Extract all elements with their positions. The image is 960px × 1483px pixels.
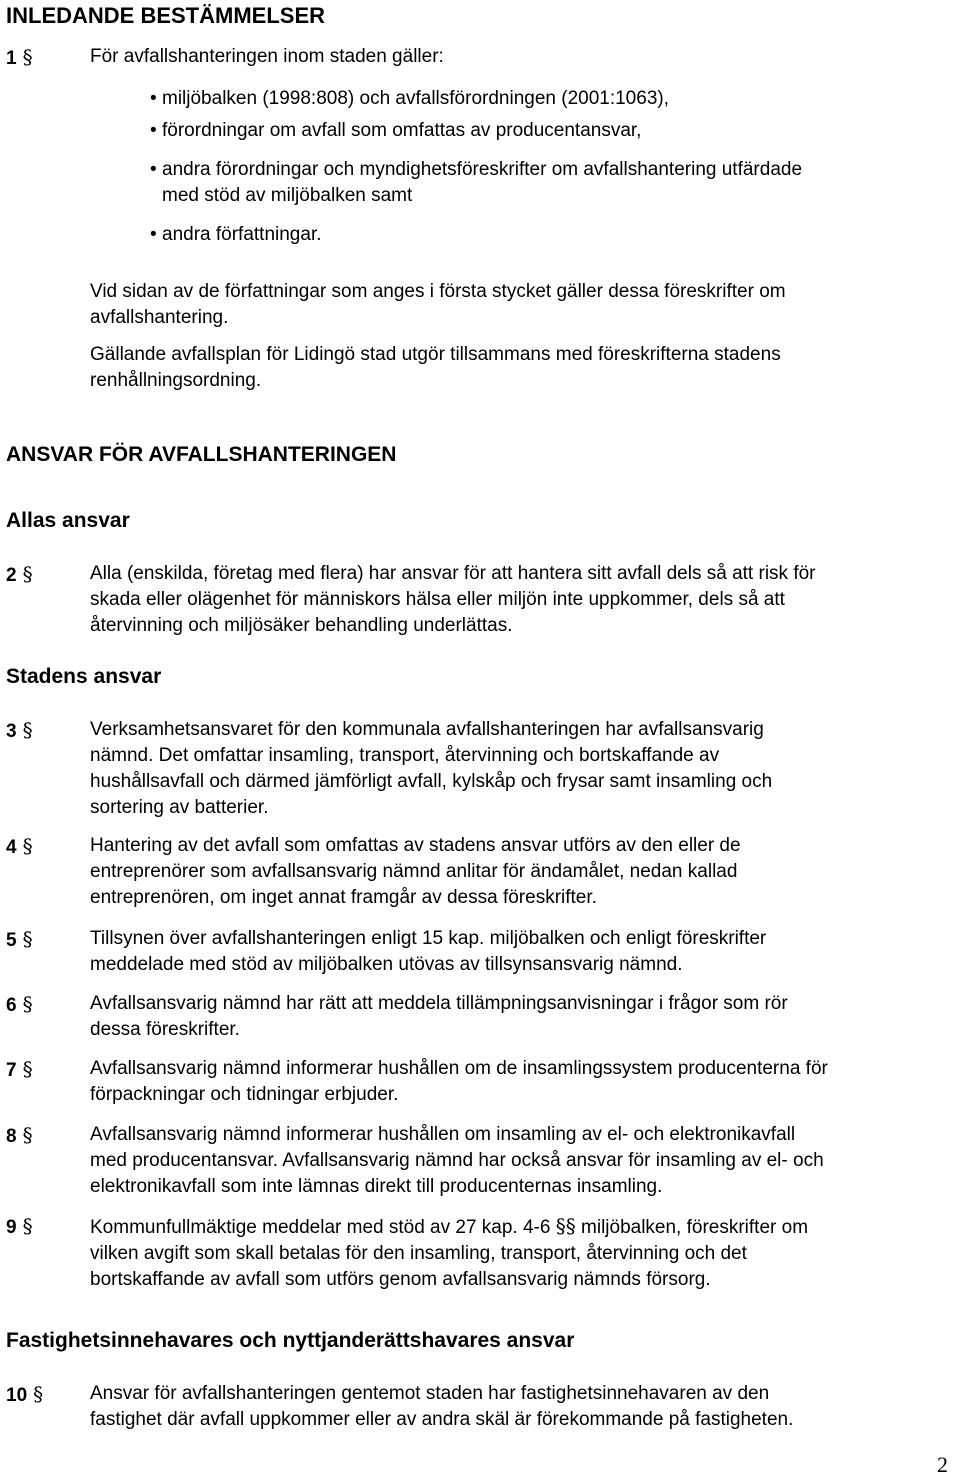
section-6-text: Avfallsansvarig nämnd har rätt att meddela tillämpningsanvisningar i frågor som rör dessa föreskrifter.	[90, 993, 788, 1040]
section-number: 1	[6, 48, 17, 69]
section-2-number: 2 §	[6, 562, 33, 586]
double-section-symbol: §§	[555, 1214, 576, 1238]
section-7-text: Avfallsansvarig nämnd informerar hushållen om de insamlingssystem producenterna för förpackningar och tidningar erbjuder.	[90, 1058, 828, 1105]
section-1-number	[6, 44, 33, 72]
paragraph: Vid sidan av de författningar som anges i första stycket gäller dessa föreskrifter om avfallshantering.	[90, 281, 786, 328]
section-symbol: §	[22, 718, 33, 742]
section-5-number: 5 §	[6, 927, 33, 951]
section-symbol: §	[22, 1123, 33, 1147]
section-10-number: 10 §	[6, 1382, 44, 1406]
bullet-icon: •	[150, 224, 157, 245]
section-4-text: Hantering av det avfall som omfattas av stadens ansvar utförs av den eller de entreprenörer som avfallsansvarig nämnd anlitar för ändamålet, nedan kallad entreprenören, om inget annat framgår av dessa föreskrifter.	[90, 835, 741, 908]
bullet-icon: •	[150, 88, 157, 109]
section-10-text: Ansvar för avfallshanteringen gentemot staden har fastighetsinnehavaren av den fastighet där avfall uppkommer eller av andra skäl är förekommande på fastigheten.	[90, 1383, 794, 1430]
paragraph: Gällande avfallsplan för Lidingö stad utgör tillsammans med föreskrifterna stadens renhållningsordning.	[90, 344, 781, 391]
section-1-text: För avfallshanteringen inom staden gäller:	[90, 46, 444, 67]
section-symbol: §	[22, 1057, 33, 1081]
bullet-icon: •	[150, 120, 157, 141]
page-number: 2	[937, 1452, 948, 1477]
section-symbol: §	[22, 992, 33, 1016]
section-3-text: Verksamhetsansvaret för den kommunala avfallshanteringen har avfallsansvarig nämnd. Det omfattar insamling, transport, återvinning och bortskaffande av hushållsavfall och därmed jämförligt avfall, kylskåp och frysar samt insamling och sortering av batterier.	[90, 719, 773, 818]
section-3-number: 3 §	[6, 718, 33, 742]
heading-fastighet-ansvar: Fastighetsinnehavares och nyttjanderättshavares ansvar	[6, 1329, 575, 1352]
heading-stadens-ansvar: Stadens ansvar	[6, 665, 162, 688]
section-symbol: §	[22, 45, 33, 69]
section-symbol: §	[22, 1214, 33, 1238]
bullet-icon: •	[150, 159, 157, 180]
section-symbol: §	[33, 1382, 44, 1406]
section-8-number: 8 §	[6, 1123, 33, 1147]
section-2-text: Alla (enskilda, företag med flera) har ansvar för att hantera sitt avfall dels så att risk för skada eller olägenhet för människors hälsa eller miljön inte uppkommer, dels så att återvinning och miljösäker behandling underlättas.	[90, 563, 816, 636]
section-8-text: Avfallsansvarig nämnd informerar hushållen om insamling av el- och elektronikavfall med producentansvar. Avfallsansvarig nämnd har också ansvar för insamling av el- och elektronikavfall som inte lämnas direkt till producenternas insamling.	[90, 1124, 824, 1197]
section-9-number: 9 §	[6, 1214, 33, 1238]
section-7-number: 7 §	[6, 1057, 33, 1081]
section-4-number: 4 §	[6, 834, 33, 858]
section-5-text: Tillsynen över avfallshanteringen enligt 15 kap. miljöbalken och enligt föreskrifter meddelade med stöd av miljöbalken utövas av tillsynsansvarig nämnd.	[90, 928, 767, 975]
section-6-number: 6 §	[6, 992, 33, 1016]
section-symbol: §	[22, 927, 33, 951]
section-symbol: §	[22, 562, 33, 586]
section-9-text: Kommunfullmäktige meddelar med stöd av 27 kap. 4-6 §§ miljöbalken, föreskrifter om vilken avgift som skall betalas för den insamling, transport, återvinning och det bortskaffande av avfall som utförs genom avfallsansvarig nämnds försorg.	[90, 1214, 809, 1290]
heading-allas-ansvar: Allas ansvar	[6, 509, 130, 532]
heading-intro: INLEDANDE BESTÄMMELSER	[6, 3, 326, 28]
section-symbol: §	[22, 834, 33, 858]
heading-ansvar: ANSVAR FÖR AVFALLSHANTERINGEN	[6, 443, 397, 466]
